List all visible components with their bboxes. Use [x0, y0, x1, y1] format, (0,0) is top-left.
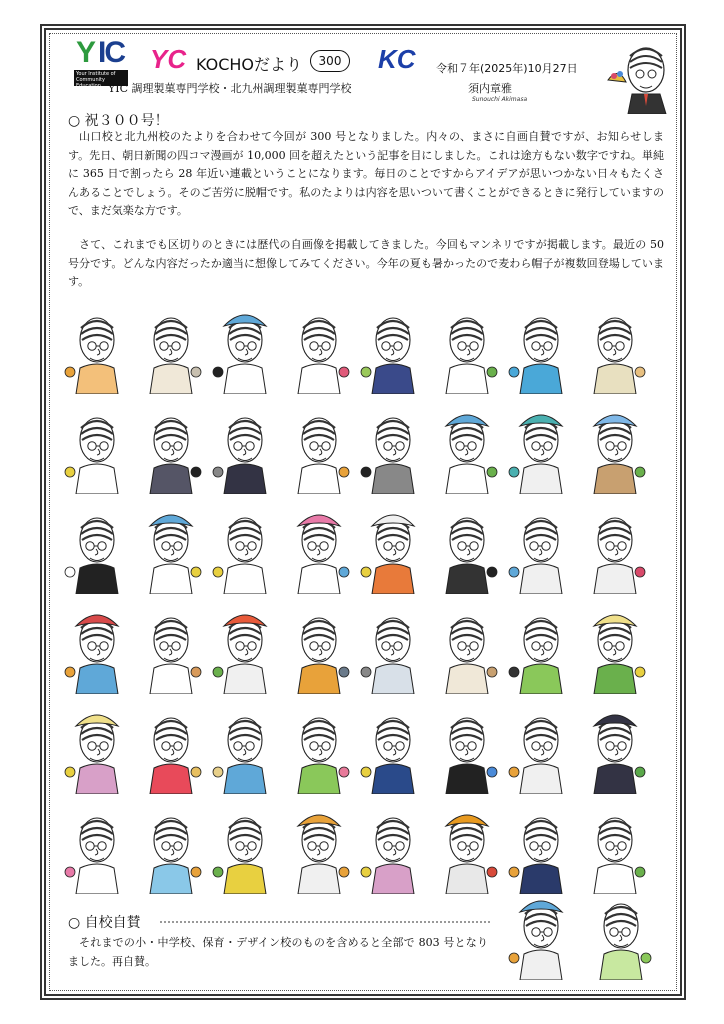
- self-portrait-10: [136, 402, 206, 494]
- self-portrait-20: [284, 502, 354, 594]
- self-portrait-22: [432, 502, 502, 594]
- self-portrait-38: [432, 702, 502, 794]
- self-portrait-2: [136, 302, 206, 394]
- self-portrait-27: [210, 602, 280, 694]
- self-portrait-6: [432, 302, 502, 394]
- self-portrait-48: [580, 802, 650, 894]
- self-portrait-8: [580, 302, 650, 394]
- self-portrait-29: [358, 602, 428, 694]
- self-portrait-47: [506, 802, 576, 894]
- self-portrait-4: [284, 302, 354, 394]
- self-portrait-33: [62, 702, 132, 794]
- header-self-portrait-illustration: [600, 40, 680, 114]
- self-portrait-35: [210, 702, 280, 794]
- self-portrait-14: [432, 402, 502, 494]
- self-portrait-34: [136, 702, 206, 794]
- section-heading-300th: ○ 祝３００号！: [68, 113, 169, 129]
- self-portrait-15: [506, 402, 576, 494]
- section1-paragraph-1: 山口校と北九州校のたよりを合わせて今回が 300 号となりました。内々の、まさに自画自賛ですが、お知らせします。先日、朝日新聞の四コマ漫画が 10,000 回を超えたという記事を目にしました。これは途方もない数字ですね。単純に 365 日で割ったら 28 年近い連載ということになります。毎日のことですからアイデアが思いつかない日々もたくさんあることでしょう。そのご苦労に脱帽です。私のたよりは内容を思いついて書くことができるときに発行していますので、まだ気楽な方です。: [68, 130, 664, 217]
- self-portrait-23: [506, 502, 576, 594]
- self-portrait-36: [284, 702, 354, 794]
- author-romaji: Sunouchi Akimasa: [472, 96, 528, 103]
- self-portrait-31: [506, 602, 576, 694]
- self-portrait-46: [432, 802, 502, 894]
- self-portrait-42: [136, 802, 206, 894]
- school-logo: Y IC Your Institute of Community Education: [72, 36, 128, 88]
- self-portrait-19: [210, 502, 280, 594]
- section2-paragraph: それまでの小・中学校、保育・デザイン校のものを含めると全部で 803 号となりました。再自賛。: [68, 936, 488, 968]
- self-portrait-16: [580, 402, 650, 494]
- self-portrait-1: [62, 302, 132, 394]
- self-portrait-24: [580, 502, 650, 594]
- self-portrait-30: [432, 602, 502, 694]
- self-portrait-7: [506, 302, 576, 394]
- section1-paragraph-2: さて、これまでも区切りのときには歴代の自画像を掲載してきました。今回もマンネリですが掲載します。最近の 50 号分です。どんな内容だったか適当に想像してみてください。今年の夏も暑かったので麦わら帽子が複数回登場しています。: [68, 238, 664, 288]
- self-portrait-11: [210, 402, 280, 494]
- self-portrait-13: [358, 402, 428, 494]
- heading-dotted-rule: [160, 921, 490, 923]
- self-portrait-17: [62, 502, 132, 594]
- self-portrait-12: [284, 402, 354, 494]
- self-portrait-21: [358, 502, 428, 594]
- self-portrait-45: [358, 802, 428, 894]
- self-portrait-3: [210, 302, 280, 394]
- self-portrait-18: [136, 502, 206, 594]
- kc-mark: KC: [378, 44, 416, 74]
- self-portrait-5: [358, 302, 428, 394]
- self-portrait-44: [284, 802, 354, 894]
- self-portrait-49: [506, 888, 576, 980]
- self-portrait-25: [62, 602, 132, 694]
- section-heading-self-praise: ○ 自校自賛: [68, 915, 141, 931]
- newsletter-title: KOCHOだより: [196, 55, 303, 74]
- self-portrait-43: [210, 802, 280, 894]
- self-portrait-32: [580, 602, 650, 694]
- issue-date: 令和７年(2025年)10月27日: [436, 62, 578, 75]
- self-portrait-50: [586, 888, 656, 980]
- self-portrait-9: [62, 402, 132, 494]
- self-portrait-26: [136, 602, 206, 694]
- issue-number-badge: 300: [310, 50, 350, 72]
- self-portrait-37: [358, 702, 428, 794]
- yc-mark: YC: [150, 44, 187, 74]
- school-names: YIC 調理製菓専門学校・北九州調理製菓専門学校: [108, 82, 352, 95]
- self-portrait-39: [506, 702, 576, 794]
- self-portrait-41: [62, 802, 132, 894]
- self-portrait-40: [580, 702, 650, 794]
- author-name: 須内章雅: [468, 82, 512, 95]
- self-portrait-28: [284, 602, 354, 694]
